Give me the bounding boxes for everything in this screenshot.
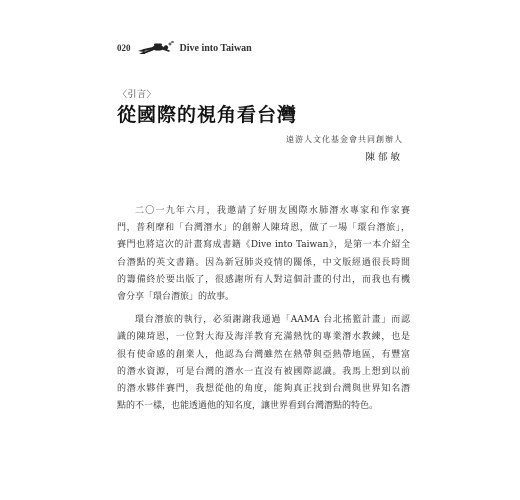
text-line: 會分享「環台潛旅」的故事。 [117, 292, 235, 303]
text-line: 的潛水資源，可是台灣的潛水一直沒有被國際認識。我馬上想到以前 [117, 366, 410, 377]
body-text [117, 203, 410, 415]
text-line: 的籌備終於要出版了，很感謝所有人對這個計畫的付出，而我也有機 [117, 274, 410, 285]
text-line: 點的不一樣，也能透過他的知名度，讓世界看到台灣潛點的特色。 [117, 401, 379, 412]
author-organization: 遠游人文化基金會共同創辦人 [286, 135, 403, 144]
paragraph [117, 312, 410, 415]
paragraph [117, 203, 410, 306]
running-header [117, 40, 252, 56]
scuba-diver-icon [137, 40, 177, 56]
section-label: 〈引言〉 [118, 90, 157, 100]
text-line: 很有使命感的創業人，他認為台灣雖然在熱帶與亞熱帶地區，有豐富 [117, 349, 410, 360]
page-number: 020 [117, 43, 131, 53]
text-line: 識的陳琦恩，一位對大海及海洋教育充滿熱忱的專業潛水教練，也是 [117, 332, 410, 343]
text-line: 賽門也將這次的計畫寫成書籍《Dive into Taiwan》，是第一本介紹全 [117, 240, 410, 251]
text-line: 門，普利摩和「台灣潛水」的創辦人陳琦恩，做了一場「環台潛旅」， [117, 223, 410, 234]
text-line: 的潛水夥伴賽門，我想從他的角度，能夠真正找到台灣與世界知名潛 [117, 384, 410, 395]
running-title: Dive into Taiwan [179, 42, 252, 54]
text-line: 二〇一九年六月，我邀請了好朋友國際水肺潛水專家和作家賽 [135, 206, 410, 216]
text-line: 環台潛旅的執行，必須謝謝我通過「AAMA 台北搖籃計畫」而認 [135, 315, 410, 326]
text-line: 台潛點的英文書籍。因為新冠肺炎疫情的關係，中文版經過很長時間 [117, 257, 410, 268]
chapter-title: 從國際的視角看台灣 [117, 104, 298, 126]
author-name: 陳郁敏 [365, 152, 403, 163]
